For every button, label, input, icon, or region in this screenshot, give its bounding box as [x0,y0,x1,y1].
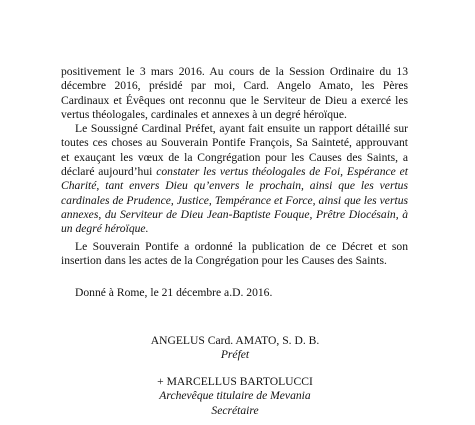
publication-paragraph-block [61,240,408,269]
declaration-italic: constater les vertus théologales de Foi, Espérance et Charité, tant envers Dieu qu’envers le prochain, ainsi que les vertus cardinales de Prudence, Justice, Tempérance et Force, ainsi que les vertus annexes, du Serviteur de Dieu Jean-Baptiste Fouque, Prêtre Diocésain, à un degré héroïque. [61,165,408,236]
signature-secretary [140,375,330,418]
paragraph-publication: Le Souverain Pontife a ordonné la publication de ce Décret et son insertion dans les actes de la Congrégation pour les Causes des Saints. [61,240,408,268]
signature-prefect [140,334,330,363]
paragraph-declaration [61,122,408,236]
decree-body [61,65,408,237]
secretary-title: Secrétaire [211,403,259,417]
paragraph-session: positivement le 3 mars 2016. Au cours de la Session Ordinaire du 13 décembre 2016, présidé par moi, Card. Angelo Amato, les Pères Cardinaux et Évêques ont reconnu que le Serviteur de Dieu a exercé les vertus théologales, cardinales et annexes à un degré héroïque. [61,65,408,121]
secretary-title-archbishop: Archevêque titulaire de Mevania [159,389,311,403]
declaration-intro: Le Soussigné Cardinal Préfet, ayant fait ensuite un rapport détaillé sur toutes ces choses au Souverain Pontife François, Sa Sainteté, approuvant et exauçant les vœux de la Congrégation pour les Causes des Saints, a déclaré aujourd’hui [61,122,408,179]
prefect-name: ANGELUS Card. AMATO, S. D. B. [150,334,320,347]
dateline-block [61,286,408,300]
dateline: Donné à Rome, le 21 décembre a.D. 2016. [75,286,273,299]
prefect-title: Préfet [220,348,250,362]
secretary-name: + MARCELLUS BARTOLUCCI [157,375,313,388]
